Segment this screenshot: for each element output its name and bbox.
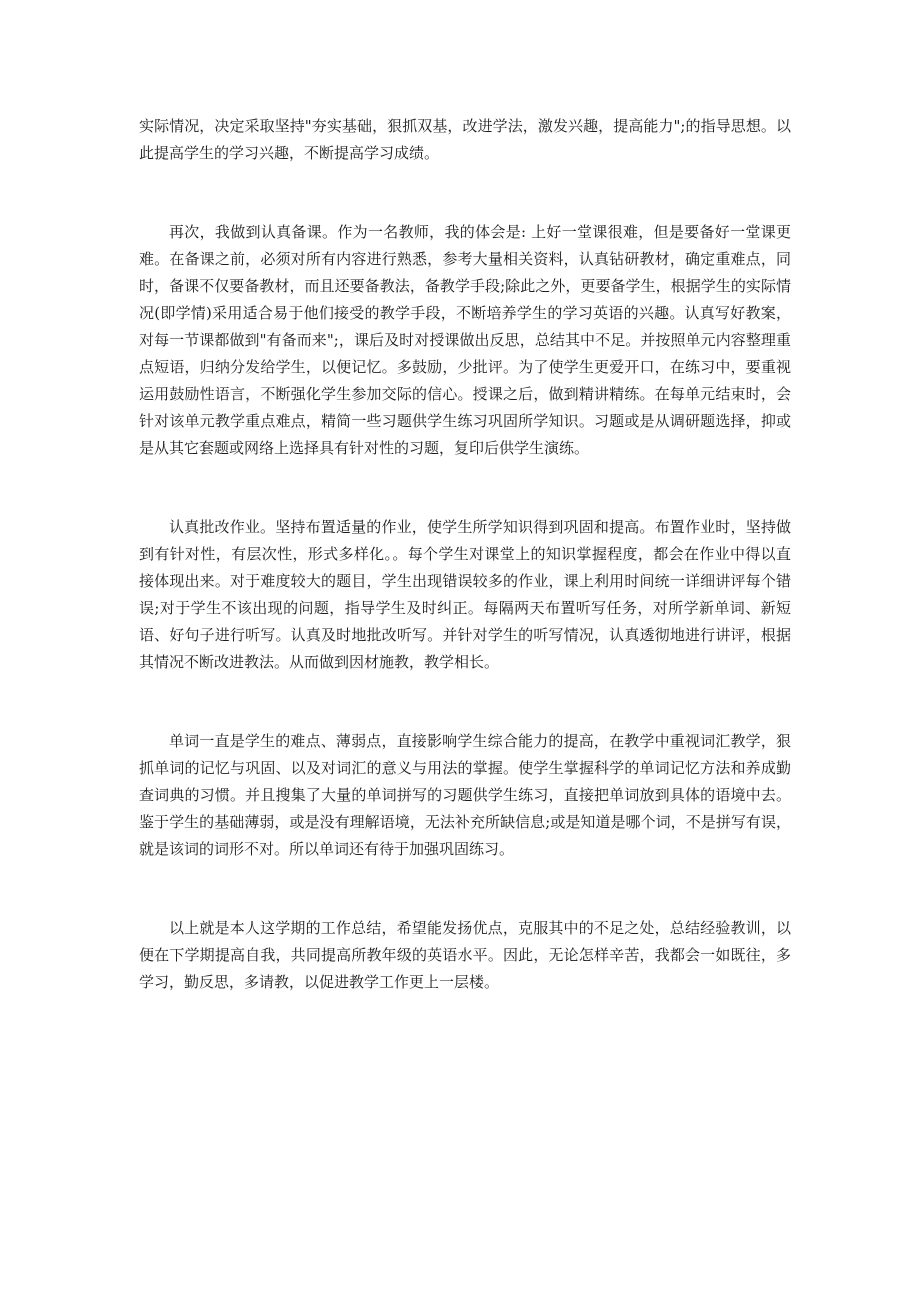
paragraph-conclusion: 以上就是本人这学期的工作总结，希望能发扬优点，克服其中的不足之处，总结经验教训，以便在下学期提高自我，共同提高所教年级的英语水平。因此，无论怎样辛苦，我都会一如既往，多学习，勤反思，多请教，以促进教学工作更上一层楼。 xyxy=(139,919,791,991)
paragraph-vocabulary-teaching: 单词一直是学生的难点、薄弱点，直接影响学生综合能力的提高，在教学中重视词汇教学，狠抓单词的记忆与巩固、以及对词汇的意义与用法的掌握。使学生掌握科学的单词记忆方法和养成勤查词典的习惯。并且搜集了大量的单词拼写的习题供学生练习，直接把单词放到具体的语境中去。鉴于学生的基础薄弱，或是没有理解语境，无法补充所缺信息;或是知道是哪个词，不是拼写有误，就是该词的词形不对。所以单词还有待于加强巩固练习。 xyxy=(139,732,791,858)
paragraph-guiding-idea: 实际情况，决定采取坚持"夯实基础，狠抓双基，改进学法，激发兴趣，提高能力";的指导思想。以此提高学生的学习兴趣，不断提高学习成绩。 xyxy=(139,117,791,162)
document-body xyxy=(139,113,791,996)
paragraph-homework-correction: 认真批改作业。坚持布置适量的作业，使学生所学知识得到巩固和提高。布置作业时，坚持做到有针对性，有层次性，形式多样化。。每个学生对课堂上的知识掌握程度，都会在作业中得以直接体现出来。对于难度较大的题目，学生出现错误较多的作业，课上利用时间统一详细讲评每个错误;对于学生不该出现的问题，指导学生及时纠正。每隔两天布置听写任务，对所学新单词、新短语、好句子进行听写。认真及时地批改听写。并针对学生的听写情况，认真透彻地进行讲评，根据其情况不断改进教法。从而做到因材施教，教学相长。 xyxy=(139,518,791,671)
paragraph-lesson-preparation: 再次，我做到认真备课。作为一名教师，我的体会是: 上好一堂课很难，但是要备好一堂课更难。在备课之前，必须对所有内容进行熟悉，参考大量相关资料，认真钻研教材，确定重难点，同时，备课不仅要备教材，而且还要备教法，备教学手段;除此之外，更要备学生，根据学生的实际情况(即学情)采用适合易于他们接受的教学手段，不断培养学生的学习英语的兴趣。认真写好教案，对每一节课都做到"有备而来";，课后及时对授课做出反思，总结其中不足。并按照单元内容整理重点短语，归纳分发给学生，以便记忆。多鼓励，少批评。为了使学生更爱开口，在练习中，要重视运用鼓励性语言，不断强化学生参加交际的信心。授课之后，做到精讲精练。在每单元结束时，会针对该单元教学重点难点，精简一些习题供学生练习巩固所学知识。习题或是从调研题选择，抑或是从其它套题或网络上选择具有针对性的习题，复印后供学生演练。 xyxy=(139,223,791,457)
